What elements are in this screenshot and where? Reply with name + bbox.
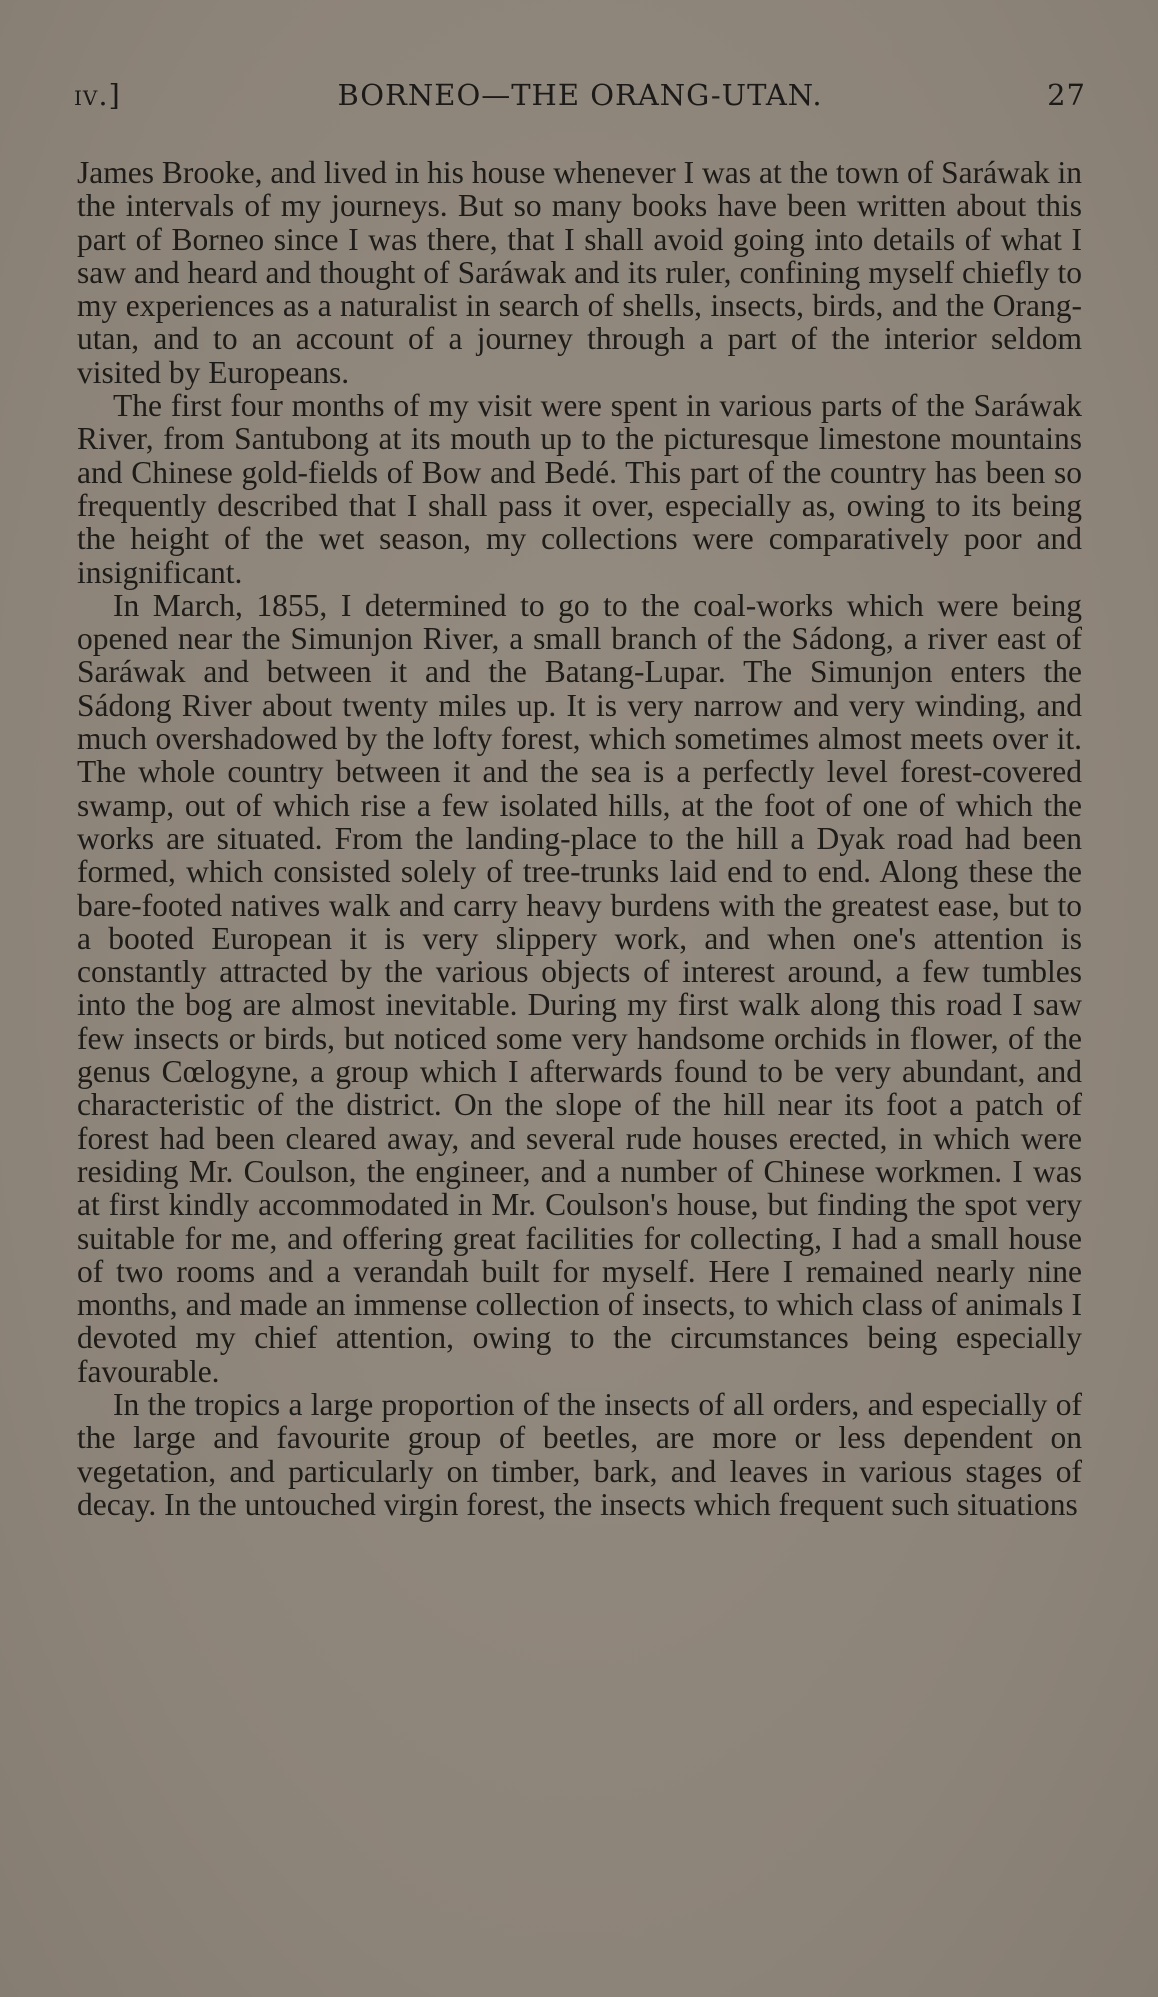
- page-number: 27: [1047, 78, 1086, 112]
- page-body: [77, 156, 1082, 1521]
- page-header: [74, 78, 1086, 124]
- running-title: BORNEO—THE ORANG-UTAN.: [337, 78, 823, 112]
- paragraph-continuation: James Brooke, and lived in his house whenever I was at the town of Saráwak in the intervals of my journeys. But so many books have been written about this part of Borneo since I was there, that I shall avoid going into details of what I saw and heard and thought of Saráwak and its ruler, confining myself chiefly to my experiences as a naturalist in search of shells, insects, birds, and the Orang-utan, and to an account of a journey through a part of the interior seldom visited by Europeans.: [77, 155, 1082, 390]
- paragraph-coal-works: In March, 1855, I determined to go to the coal-works which were being opened near the Simunjon River, a small branch of the Sádong, a river east of Saráwak and between it and the Batang-Lupar. The Simunjon enters the Sádong River about twenty miles up. It is very narrow and very winding, and much overshadowed by the lofty forest, which sometimes almost meets over it. The whole country between it and the sea is a perfectly level forest-covered swamp, out of which rise a few isolated hills, at the foot of one of which the works are situated. From the landing-place to the hill a Dyak road had been formed, which consisted solely of tree-trunks laid end to end. Along these the bare-footed natives walk and carry heavy burdens with the greatest ease, but to a booted European it is very slippery work, and when one's attention is constantly attracted by the various objects of interest around, a few tumbles into the bog are almost inevitable. During my first walk along this road I saw few insects or birds, but noticed some very handsome orchids in flower, of the genus Cœlogyne, a group which I afterwards found to be very abundant, and characteristic of the district. On the slope of the hill near its foot a patch of forest had been cleared away, and several rude houses erected, in which were residing Mr. Coulson, the engineer, and a number of Chinese workmen. I was at first kindly accommodated in Mr. Coulson's house, but finding the spot very suitable for me, and offering great facilities for collecting, I had a small house of two rooms and a verandah built for myself. Here I remained nearly nine months, and made an immense collection of insects, to which class of animals I devoted my chief attention, owing to the circumstances being especially favourable.: [77, 587, 1082, 1389]
- paragraph-first-months: The first four months of my visit were spent in various parts of the Saráwak River, from Santubong at its mouth up to the picturesque limestone mountains and Chinese gold-fields of Bow and Bedé. This part of the country has been so frequently described that I shall pass it over, especially as, owing to its being the height of the wet season, my collections were comparatively poor and insignificant.: [77, 388, 1082, 590]
- chapter-marker: iv.]: [74, 78, 121, 112]
- paragraph-tropics: In the tropics a large proportion of the insects of all orders, and especially of the large and favourite group of beetles, are more or less dependent on vegetation, and particularly on timber, bark, and leaves in various stages of decay. In the untouched virgin forest, the insects which frequent such situations: [77, 1386, 1082, 1522]
